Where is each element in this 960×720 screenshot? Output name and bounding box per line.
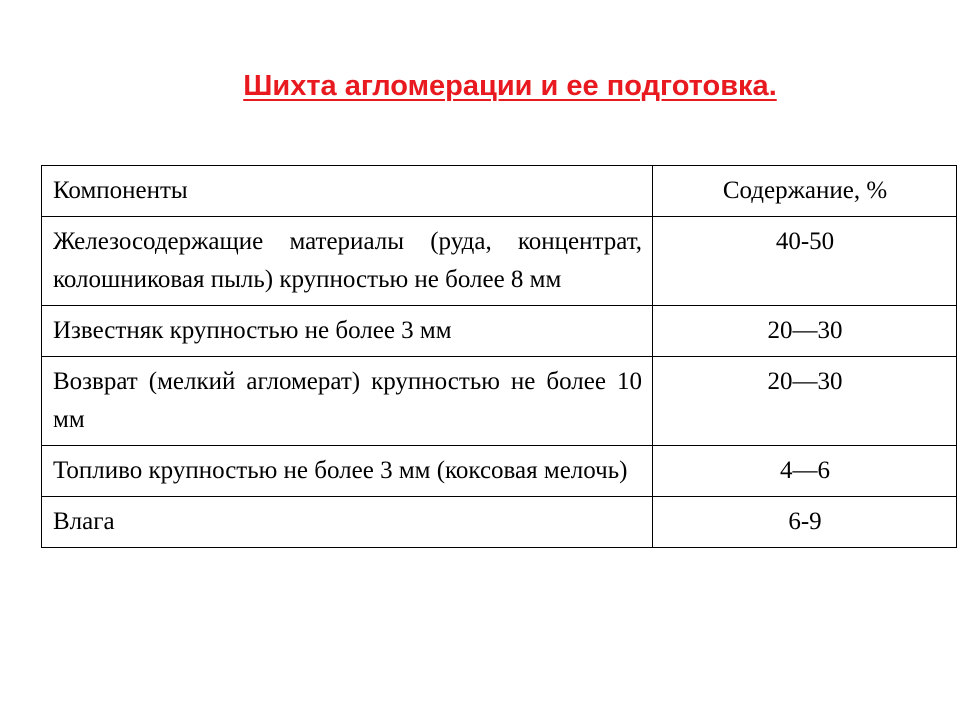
row-content-cell: 20—30: [653, 306, 957, 357]
row-content-cell: 6-9: [653, 497, 957, 548]
table-row: [42, 306, 957, 357]
composition-table: [41, 165, 957, 548]
row-content-cell: 4—6: [653, 446, 957, 497]
header-content-percent: Содержание, %: [653, 166, 957, 217]
table-row: [42, 217, 957, 306]
row-component-cell: Топливо крупностью не более 3 мм (коксовая мелочь): [42, 446, 653, 497]
row-component-cell: Возврат (мелкий агломерат) крупностью не более 10 мм: [42, 357, 653, 446]
row-component-cell: Влага: [42, 497, 653, 548]
row-content-cell: 20—30: [653, 357, 957, 446]
row-component-cell: Известняк крупностью не более 3 мм: [42, 306, 653, 357]
row-content-cell: 40-50: [653, 217, 957, 306]
table-row: [42, 357, 957, 446]
slide-title: Шихта агломерации и ее подготовка.: [243, 70, 777, 102]
table-row: [42, 497, 957, 548]
table-row: [42, 446, 957, 497]
row-component-cell: Железосодержащие материалы (руда, концентрат, колошниковая пыль) крупностью не более 8 мм: [42, 217, 653, 306]
table-header-row: [42, 166, 957, 217]
header-components: Компоненты: [42, 166, 653, 217]
